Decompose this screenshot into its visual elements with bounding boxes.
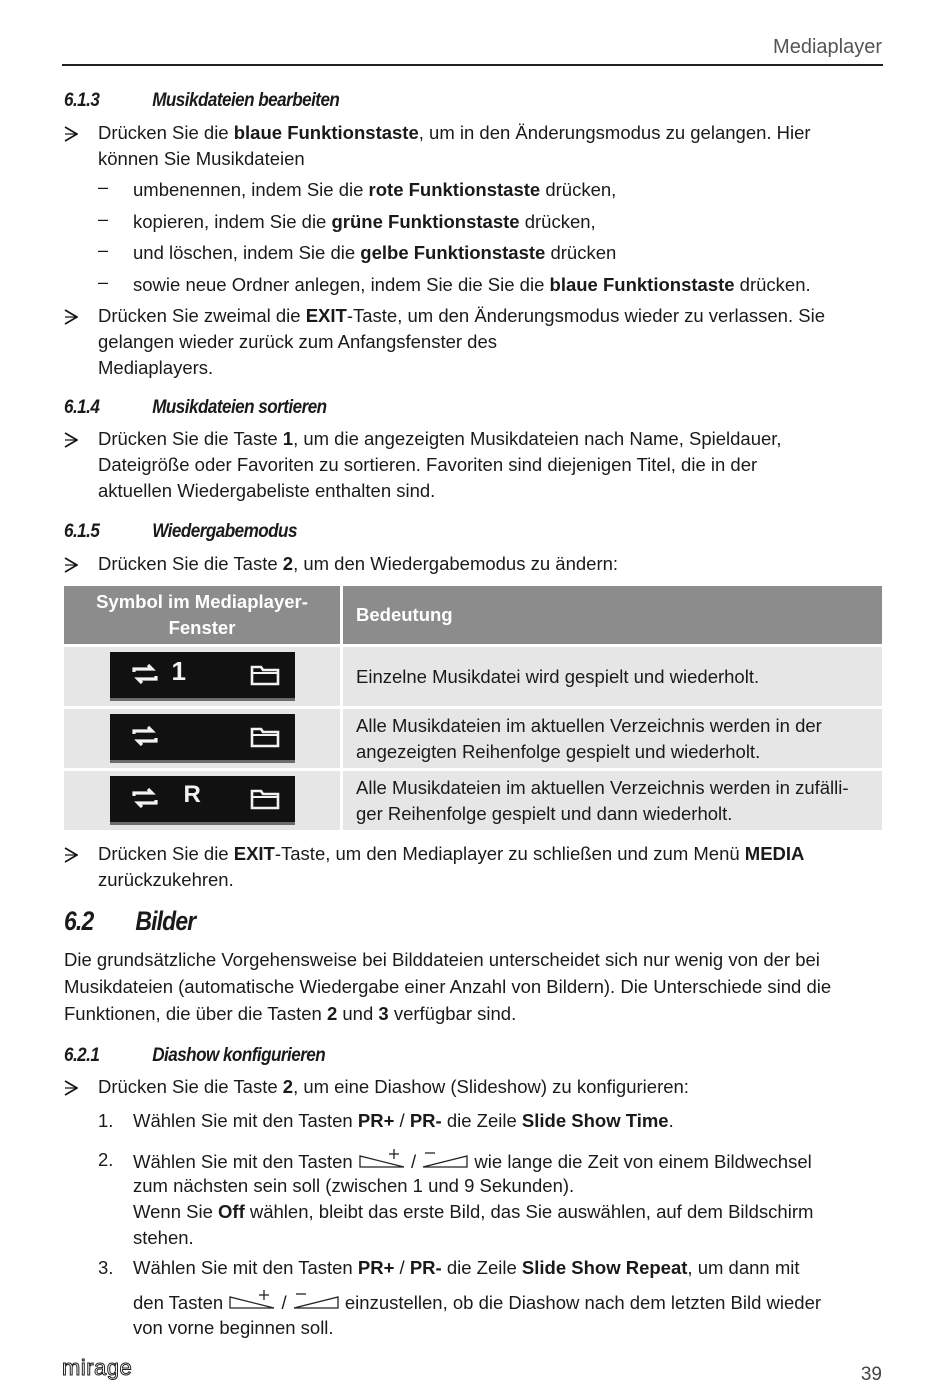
repeat-all-mode-icon — [110, 714, 295, 763]
table-header-row — [64, 586, 882, 646]
symbol-cell — [64, 646, 342, 708]
step-text: Wählen Sie mit den Tasten PR+ / PR- die Zeile Slide Show Time. — [133, 1110, 674, 1131]
folder-icon — [250, 662, 280, 686]
section-title: Bilder — [135, 906, 196, 936]
repeat-icon — [130, 725, 160, 747]
arrow-bullet-icon — [64, 1080, 78, 1096]
volume-up-key-icon — [228, 1288, 276, 1312]
step-number: 3. — [98, 1257, 114, 1278]
arrow-bullet-icon — [64, 557, 78, 573]
section-number: 6.2.1 — [64, 1045, 100, 1066]
paragraph-line: zurückzukehren. — [98, 869, 234, 890]
step-text: Wählen Sie mit den Tasten PR+ / PR- die Zeile Slide Show Repeat, um dann mit — [133, 1257, 800, 1278]
paragraph-line: Drücken Sie die EXIT-Taste, um den Mediaplayer zu schließen und zum Menü MEDIA — [98, 843, 805, 864]
section-number: 6.1.5 — [64, 521, 100, 542]
paragraph-line: gelangen wieder zurück zum Anfangsfenster des — [98, 331, 498, 352]
volume-up-key-icon — [358, 1147, 406, 1171]
table-row — [64, 770, 882, 831]
paragraph-line: Drücken Sie die Taste 1, um die angezeigten Musikdateien nach Name, Spieldauer, — [98, 428, 782, 449]
paragraph-line: Drücken Sie zweimal die EXIT-Taste, um den Änderungsmodus wieder zu verlassen. Sie — [98, 305, 825, 326]
header-rule — [62, 64, 883, 66]
section-number: 6.2 — [64, 906, 94, 936]
dash-bullet: – — [98, 209, 109, 229]
column-header-symbol: Symbol im Mediaplayer- Fenster — [64, 586, 342, 646]
paragraph-line: Dateigröße oder Favoriten zu sortieren. Favoriten sind diejenigen Titel, die in der — [98, 454, 758, 475]
section-number: 6.1.3 — [64, 90, 100, 111]
volume-down-key-icon — [292, 1288, 340, 1312]
repeat-icon — [130, 663, 160, 685]
arrow-bullet-icon — [64, 432, 78, 448]
section-heading-6-2-1 — [64, 1045, 325, 1067]
section-title: Musikdateien bearbeiten — [152, 90, 340, 111]
running-title: Mediaplayer — [773, 36, 882, 58]
symbol-cell — [64, 708, 342, 770]
page-number: 39 — [860, 1364, 882, 1385]
step-number: 1. — [98, 1110, 114, 1131]
symbol-cell — [64, 770, 342, 831]
folder-icon — [250, 786, 280, 810]
repeat-one-mode-icon: 1 — [110, 652, 295, 701]
dash-bullet: – — [98, 272, 109, 292]
paragraph-line: können Sie Musikdateien — [98, 148, 305, 169]
paragraph-line: Musikdateien (automatische Wiedergabe einer Anzahl von Bildern). Die Unterschiede sind die — [64, 976, 832, 997]
step-text: den Tasten / einzustellen, ob die Diashow nach dem letzten Bild wieder — [133, 1288, 821, 1316]
meaning-cell: Alle Musikdateien im aktuellen Verzeichnis werden in zufälli- ger Reihenfolge gespielt und dann wiederholt. — [342, 770, 883, 831]
paragraph-line: Die grundsätzliche Vorgehensweise bei Bilddateien unterscheidet sich nur wenig von der bei — [64, 949, 820, 970]
step-number: 2. — [98, 1149, 114, 1170]
step-text: Wählen Sie mit den Tasten / wie lange die Zeit von einem Bildwechsel — [133, 1147, 812, 1175]
playback-mode-table — [64, 586, 882, 830]
list-item: sowie neue Ordner anlegen, indem Sie die Sie die blaue Funktionstaste drücken. — [133, 274, 811, 295]
paragraph-line: Drücken Sie die Taste 2, um den Wiedergabemodus zu ändern: — [98, 553, 619, 574]
meaning-cell: Alle Musikdateien im aktuellen Verzeichnis werden in der angezeigten Reihenfolge gespielt und wiederholt. — [342, 708, 883, 770]
volume-down-key-icon — [421, 1147, 469, 1171]
section-title: Diashow konfigurieren — [152, 1045, 326, 1066]
list-item: kopieren, indem Sie die grüne Funktionstaste drücken, — [133, 211, 596, 232]
table-row — [64, 646, 882, 708]
shuffle-repeat-mode-icon: R — [110, 776, 295, 825]
repeat-icon — [130, 787, 160, 809]
section-title: Musikdateien sortieren — [152, 397, 327, 418]
paragraph-line: Drücken Sie die blaue Funktionstaste, um in den Änderungsmodus zu gelangen. Hier — [98, 122, 811, 143]
arrow-bullet-icon — [64, 847, 78, 863]
dash-bullet: – — [98, 177, 109, 197]
mirage-logo — [62, 1355, 148, 1381]
arrow-bullet-icon — [64, 126, 78, 142]
list-item: umbenennen, indem Sie die rote Funktionstaste drücken, — [133, 179, 617, 200]
section-heading-6-2 — [64, 906, 195, 937]
svg-text:mirage: mirage — [62, 1355, 133, 1380]
paragraph-line: Drücken Sie die Taste 2, um eine Diashow (Slideshow) zu konfigurieren: — [98, 1076, 689, 1097]
dash-bullet: – — [98, 240, 109, 260]
paragraph-line: Funktionen, die über die Tasten 2 und 3 verfügbar sind. — [64, 1003, 517, 1024]
step-text: zum nächsten sein soll (zwischen 1 und 9 Sekunden). — [133, 1175, 575, 1196]
table-row — [64, 708, 882, 770]
folder-icon — [250, 724, 280, 748]
column-header-meaning: Bedeutung — [342, 586, 883, 646]
section-heading-6-1-3 — [64, 90, 339, 112]
paragraph-line: aktuellen Wiedergabeliste enthalten sind. — [98, 480, 436, 501]
step-text: von vorne beginnen soll. — [133, 1317, 334, 1338]
list-item: und löschen, indem Sie die gelbe Funktionstaste drücken — [133, 242, 617, 263]
section-title: Wiedergabemodus — [152, 521, 297, 542]
section-number: 6.1.4 — [64, 397, 100, 418]
paragraph-line: Mediaplayers. — [98, 357, 214, 378]
arrow-bullet-icon — [64, 309, 78, 325]
meaning-cell: Einzelne Musikdatei wird gespielt und wiederholt. — [342, 646, 883, 708]
section-heading-6-1-4 — [64, 397, 327, 419]
step-text: Wenn Sie Off wählen, bleibt das erste Bild, das Sie auswählen, auf dem Bildschirm — [133, 1201, 814, 1222]
step-text: stehen. — [133, 1227, 194, 1248]
section-heading-6-1-5 — [64, 521, 297, 543]
